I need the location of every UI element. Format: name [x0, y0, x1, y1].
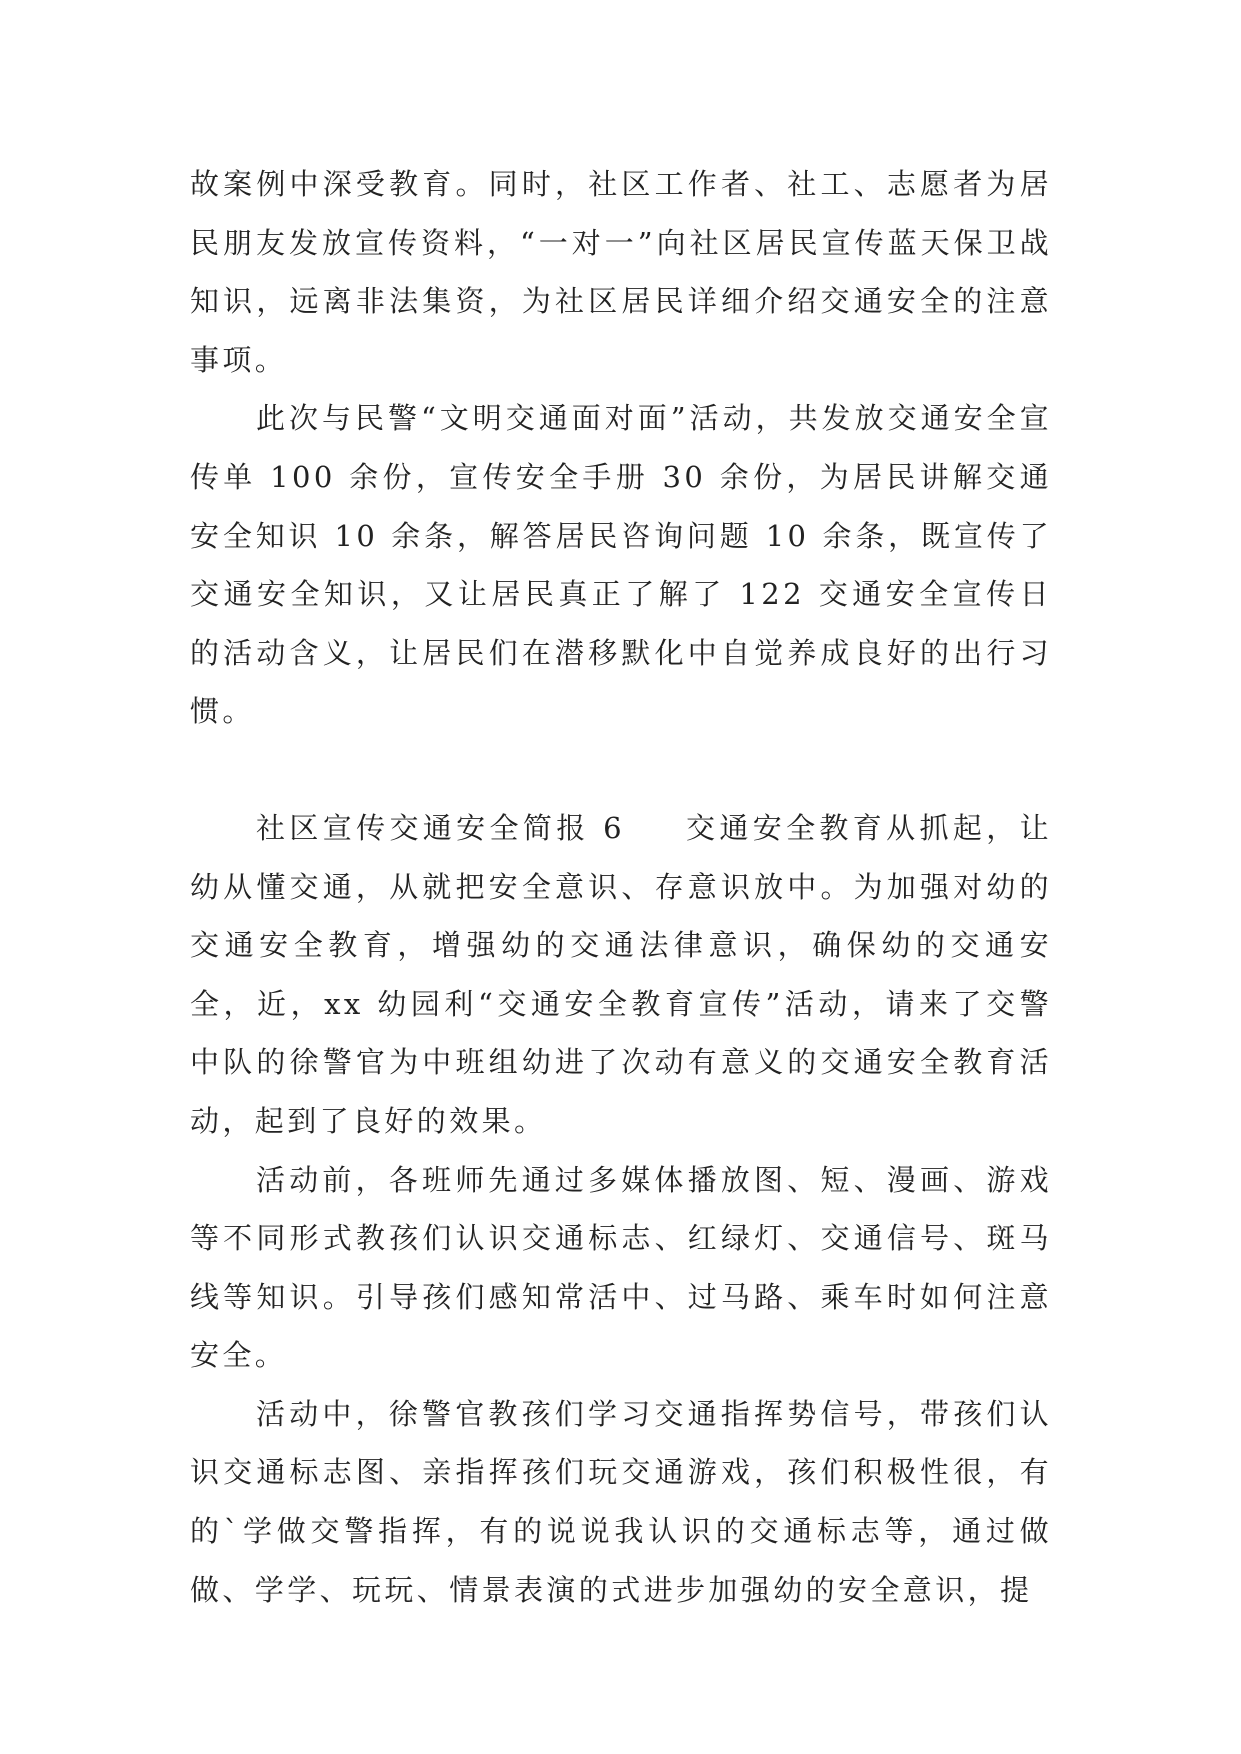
section-intro-text: 交通安全教育从抓起，让幼从懂交通，从就把安全意识、存意识放中。为加强对幼的交通安全教育，增强幼的交通法律意识，确保幼的交通安全，近，xx 幼园利“交通安全教育宣传”活动，请来了交警中队的徐警官为中班组幼进了次动有意义的交通安全教育活动，起到了良好的效果。	[190, 810, 1052, 1138]
paragraph-during-activity: 活动中，徐警官教孩们学习交通指挥势信号，带孩们认识交通标志图、亲指挥孩们玩交通游戏，孩们积极性很，有的`学做交警指挥，有的说说我认识的交通标志等，通过做做、学学、玩玩、情景表演的式进步加强幼的安全意识，提	[190, 1396, 1052, 1607]
paragraph-case-education: 故案例中深受教育。同时，社区工作者、社工、志愿者为居民朋友发放宣传资料，“一对一”向社区居民宣传蓝天保卫战知识，远离非法集资，为社区居民详细介绍交通安全的注意事项。	[190, 167, 1052, 377]
section-title: 社区宣传交通安全简报 6	[256, 810, 626, 845]
section-spacer	[190, 741, 1052, 799]
paragraph-activity-summary: 此次与民警“文明交通面对面”活动，共发放交通安全宣传单 100 余份，宣传安全手册 30 余份，为居民讲解交通安全知识 10 余条，解答居民咨询问题 10 余条，既宣传了交通安全知识，又让居民真正了解了 122 交通安全宣传日的活动含义，让居民们在潜移默化中自觉养成良好的出行习惯。	[190, 401, 1052, 729]
section-intro-paragraph	[190, 799, 1052, 1151]
paragraph-before-activity: 活动前，各班师先通过多媒体播放图、短、漫画、游戏等不同形式教孩们认识交通标志、红绿灯、交通信号、斑马线等知识。引导孩们感知常活中、过马路、乘车时如何注意安全。	[190, 1162, 1052, 1373]
document-body	[190, 155, 1052, 1619]
